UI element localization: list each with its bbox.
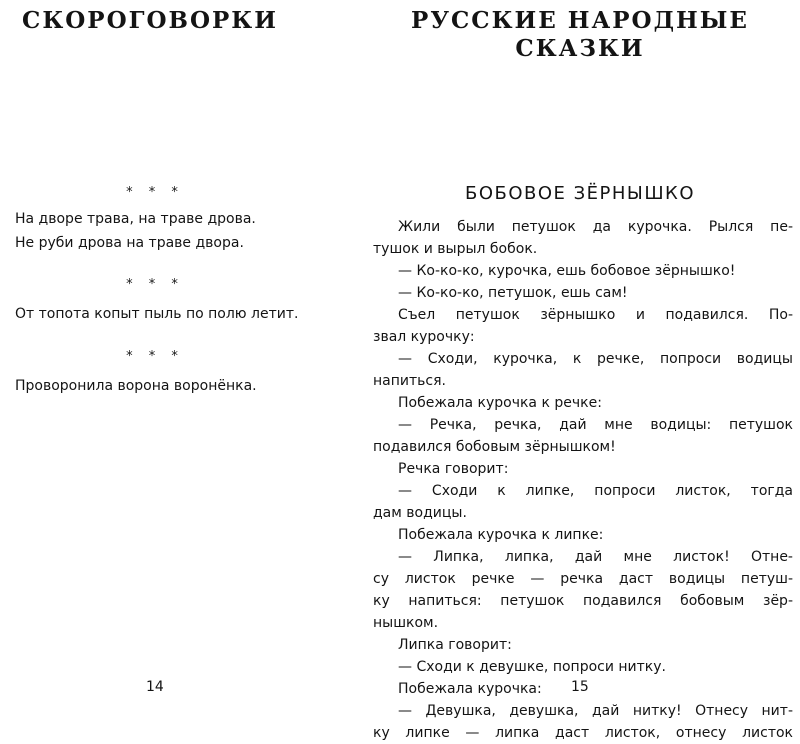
story-line: ку напиться: петушок подавился бобовым зёр- (373, 593, 793, 609)
story-line: нышком. (373, 615, 439, 631)
story-line: Жили были петушок да курочка. Рылся пе- (398, 219, 793, 235)
story-line: Побежала курочка к липке: (398, 527, 604, 543)
story-line: — Сходи, курочка, к речке, попроси водицы (398, 351, 793, 367)
story-line: напиться. (373, 373, 446, 389)
folk-tales-title (360, 7, 800, 63)
page-number: 15 (571, 679, 589, 695)
story-line: — Сходи к девушке, попроси нитку. (398, 659, 666, 675)
separator-stars: * * * (126, 185, 184, 200)
verse-line: Проворонила ворона воронёнка. (15, 378, 257, 394)
story-line: — Ко-ко-ко, петушок, ешь сам! (398, 285, 628, 301)
title-line: СКАЗКИ (515, 35, 645, 62)
verse-line: От топота копыт пыль по полю летит. (15, 306, 299, 322)
story-line: тушок и вырыл бобок. (373, 241, 538, 257)
story-line: — Сходи к липке, попроси листок, тогда (398, 483, 793, 499)
tongue-twister-verse (15, 374, 355, 398)
tongue-twisters-title: СКОРОГОВОРКИ (22, 7, 278, 34)
story-line: ку липке — липка даст листок, отнесу листок (373, 725, 793, 741)
story-line: Съел петушок зёрнышко и подавился. По- (398, 307, 793, 323)
story-line: су листок речке — речка даст водицы петуш- (373, 571, 793, 587)
story-line: — Девушка, девушка, дай нитку! Отнесу нит- (398, 703, 793, 719)
tongue-twister-verse (15, 207, 355, 255)
story-line: — Липка, липка, дай мне листок! Отне- (398, 549, 793, 565)
story-line: Речка говорит: (398, 461, 509, 477)
story-line: Побежала курочка: (398, 681, 542, 697)
tongue-twister-verse (15, 302, 355, 326)
separator-stars: * * * (126, 349, 184, 364)
story-line: звал курочку: (373, 329, 475, 345)
story-line: подавился бобовым зёрнышком! (373, 439, 616, 455)
story-line: дам водицы. (373, 505, 467, 521)
page-number: 14 (146, 679, 164, 695)
verse-line: На дворе трава, на траве дрова. (15, 211, 256, 227)
separator-stars: * * * (126, 277, 184, 292)
left-page (0, 0, 360, 700)
story-line: Побежала курочка к речке: (398, 395, 602, 411)
title-line: РУССКИЕ НАРОДНЫЕ (411, 7, 749, 34)
right-page (360, 0, 800, 741)
verse-line: Не руби дрова на траве двора. (15, 235, 244, 251)
story-line: — Речка, речка, дай мне водицы: петушок (398, 417, 793, 433)
story-body (373, 216, 793, 744)
story-line: — Ко-ко-ко, курочка, ешь бобовое зёрнышко! (398, 263, 736, 279)
story-title: БОБОВОЕ ЗЁРНЫШКО (464, 183, 696, 204)
story-line: Липка говорит: (398, 637, 512, 653)
